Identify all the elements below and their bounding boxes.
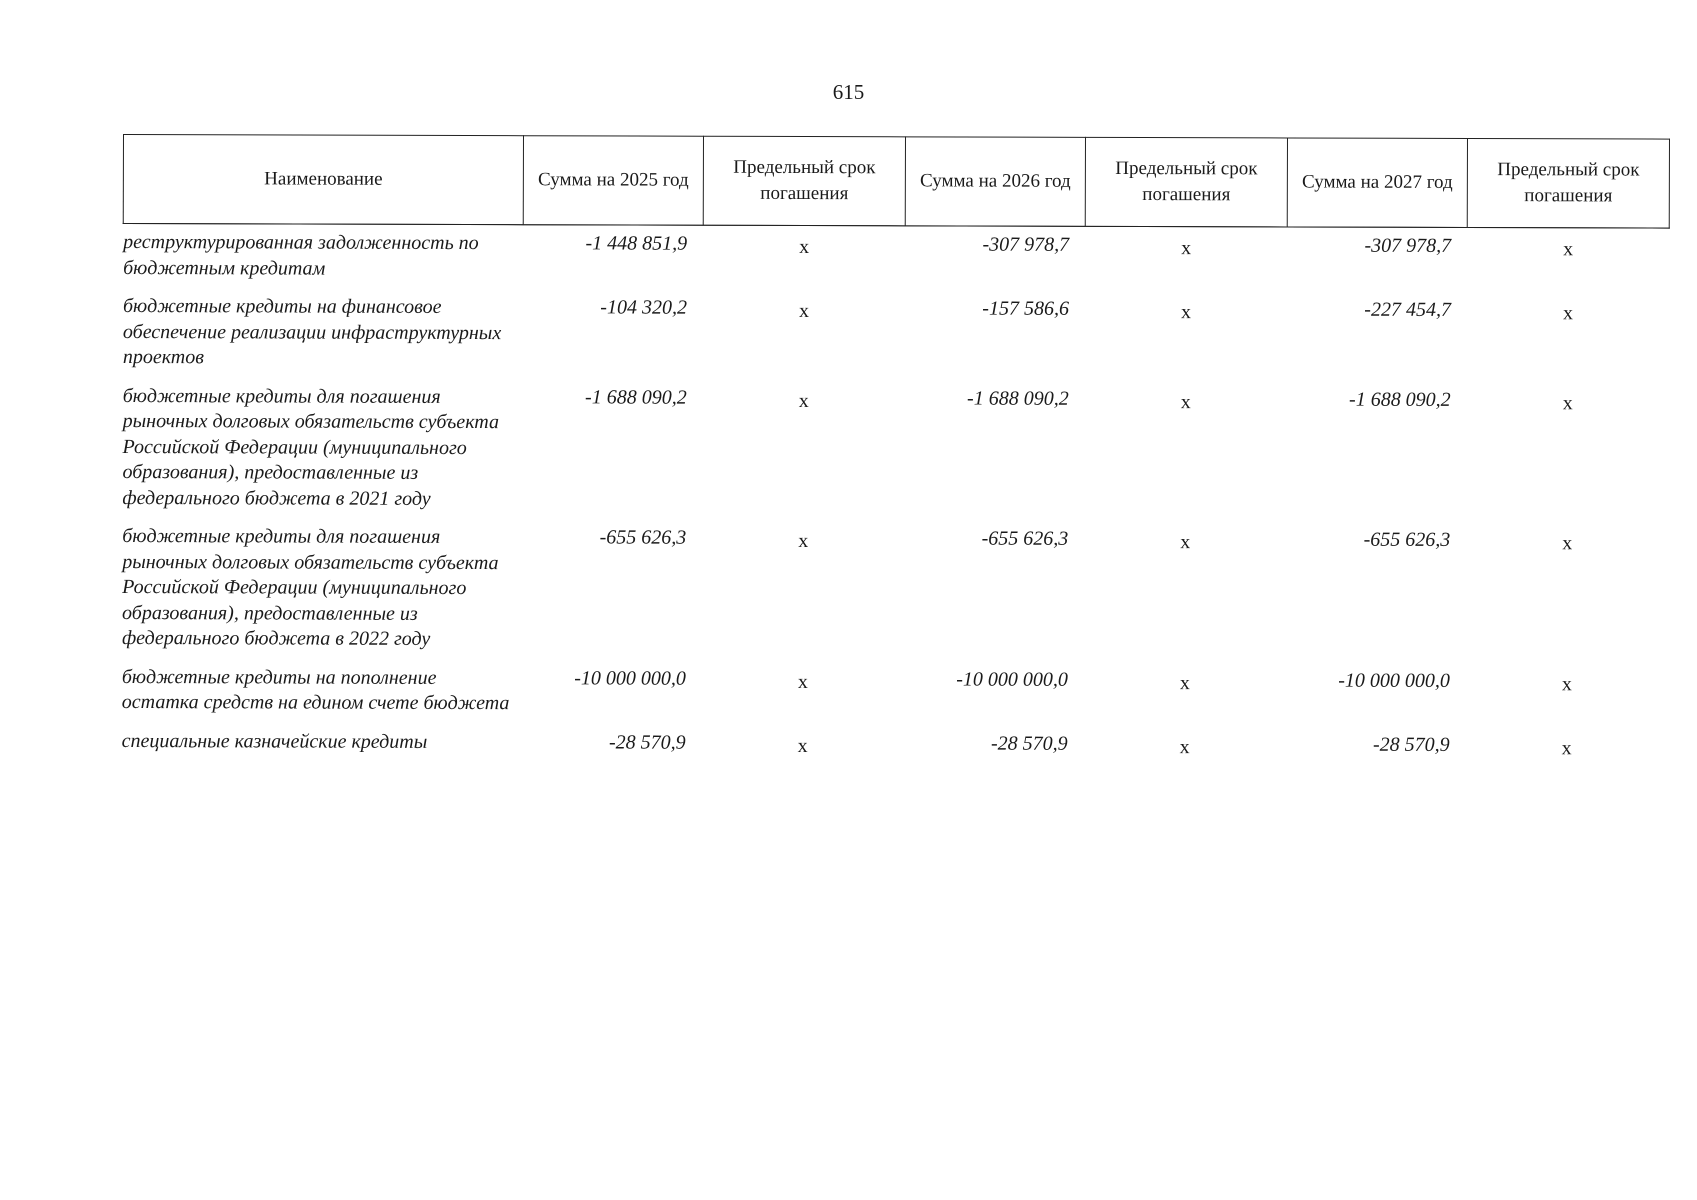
- table-row: [122, 518, 1668, 663]
- table-row: [123, 224, 1669, 293]
- row-term-2025: х: [798, 389, 809, 412]
- row-name: бюджетные кредиты для погашения рыночных долговых обязательств субъекта Российской Федерации (муниципального образования), предоставленные из федерального бюджета в 2022 году: [121, 524, 499, 650]
- row-term-2026: х: [1179, 735, 1190, 758]
- row-term-2025: х: [799, 236, 810, 259]
- header-sum-2025: Сумма на 2025 год: [523, 136, 703, 226]
- row-term-2025: х: [797, 670, 808, 693]
- row-name: бюджетные кредиты для погашения рыночных долговых обязательств субъекта Российской Федерации (муниципального образования), предоставленные из федерального бюджета в 2021 году: [122, 384, 500, 510]
- page-number: 615: [832, 80, 865, 104]
- row-sum-2025: -655 626,3: [599, 526, 687, 549]
- row-term-2026: х: [1180, 301, 1192, 324]
- row-sum-2027: -227 454,7: [1364, 298, 1452, 321]
- row-sum-2027: -10 000 000,0: [1338, 669, 1450, 692]
- row-term-2026: х: [1180, 531, 1191, 554]
- row-sum-2027: -655 626,3: [1363, 528, 1451, 551]
- table-header-row: [123, 135, 1669, 229]
- row-sum-2027: -1 688 090,2: [1349, 388, 1451, 411]
- row-name: специальные казначейские кредиты: [121, 729, 428, 753]
- header-sum-2026: Сумма на 2026 год: [905, 137, 1085, 227]
- row-sum-2026: -307 978,7: [982, 233, 1070, 256]
- row-term-2027: х: [1562, 391, 1573, 414]
- row-name: реструктурированная задолженность по бюджетным кредитам: [123, 231, 479, 280]
- row-sum-2025: -1 688 090,2: [585, 385, 687, 409]
- row-sum-2027: -307 978,7: [1364, 234, 1452, 257]
- row-term-2025: х: [797, 734, 808, 757]
- credits-table: [121, 134, 1670, 769]
- header-name: Наименование: [123, 135, 523, 225]
- row-term-2027: х: [1562, 532, 1573, 555]
- row-sum-2026: -28 570,9: [990, 732, 1068, 755]
- table-row: [123, 288, 1669, 382]
- header-sum-2027: Сумма на 2027 год: [1287, 138, 1467, 228]
- row-sum-2025: -104 320,2: [600, 296, 688, 319]
- row-sum-2026: -10 000 000,0: [956, 667, 1068, 691]
- table-row: [122, 378, 1668, 523]
- row-term-2027: х: [1562, 302, 1574, 325]
- row-term-2027: х: [1563, 238, 1574, 261]
- row-term-2025: х: [798, 300, 810, 323]
- header-term-2027: Предельный срок погашения: [1467, 138, 1669, 228]
- row-term-2027: х: [1561, 672, 1572, 695]
- row-term-2025: х: [798, 530, 809, 553]
- row-sum-2027: -28 570,9: [1372, 733, 1450, 756]
- row-sum-2025: -10 000 000,0: [574, 666, 686, 690]
- row-term-2027: х: [1561, 736, 1572, 759]
- row-name: бюджетные кредиты на пополнение остатка средств на едином счете бюджета: [121, 665, 510, 715]
- row-name: бюджетные кредиты на финансовое обеспечение реализации инфраструктурных проектов: [122, 295, 502, 369]
- row-sum-2025: -28 570,9: [608, 730, 686, 754]
- header-term-2026: Предельный срок погашения: [1085, 137, 1287, 227]
- row-term-2026: х: [1180, 390, 1191, 413]
- row-sum-2026: -1 688 090,2: [967, 387, 1069, 410]
- table-row: [122, 658, 1668, 727]
- table-row: [122, 722, 1668, 768]
- row-term-2026: х: [1179, 671, 1190, 694]
- header-term-2025: Предельный срок погашения: [703, 136, 905, 226]
- row-sum-2025: -1 448 851,9: [585, 232, 688, 255]
- row-sum-2026: -157 586,6: [982, 297, 1070, 320]
- row-term-2026: х: [1181, 237, 1192, 260]
- row-sum-2026: -655 626,3: [981, 527, 1069, 550]
